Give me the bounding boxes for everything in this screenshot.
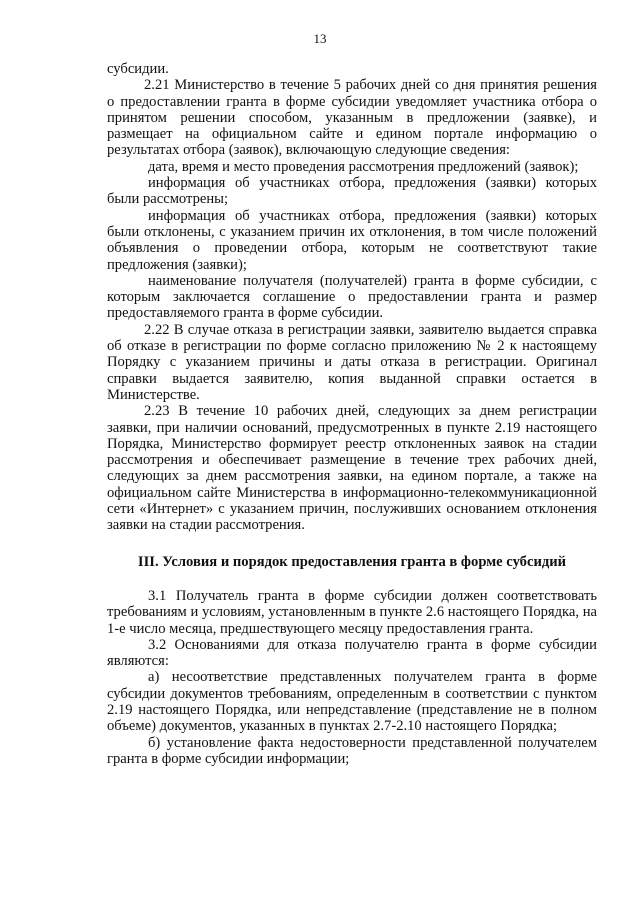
paragraph-2-22: 2.22 В случае отказа в регистрации заявки, заявителю выдается справка об отказе в регистрации по форме согласно приложению № 2 к настоящему Порядку с указанием причины и даты отказа в регистрации. Оригинал справки выдается заявителю, копия выданной справки остается в Министерстве. <box>107 321 597 403</box>
list-item-considered: информация об участниках отбора, предложения (заявки) которых были рассмотрены; <box>107 175 597 208</box>
list-item-rejected: информация об участниках отбора, предложения (заявки) которых были отклонены, с указанием причин их отклонения, в том числе положений объявления о проведении отбора, которым не соответствуют такие предложения (заявки); <box>107 207 597 273</box>
paragraph-3-2: 3.2 Основаниями для отказа получателю гранта в форме субсидии являются: <box>107 636 597 670</box>
paragraph-3-1: 3.1 Получатель гранта в форме субсидии должен соответствовать требованиям и условиям, установленным в пункте 2.6 настоящего Порядка, на 1-е число месяца, предшествующего месяцу предоставления гранта. <box>107 587 597 637</box>
section-heading: III. Условия и порядок предоставления гранта в форме субсидий <box>137 553 567 570</box>
list-item-date: дата, время и место проведения рассмотрения предложений (заявок); <box>148 158 579 175</box>
page-number: 13 <box>313 31 327 46</box>
paragraph-2-21: 2.21 Министерство в течение 5 рабочих дней со дня принятия решения о предоставлении гранта в форме субсидии уведомляет участника отбора о принятом решении способом, указанным в предложении (заявке), и размещает на официальном сайте и едином портале информацию о результатах отбора (заявок), включающую следующие сведения: <box>107 77 597 159</box>
paragraph-2-23: 2.23 В течение 10 рабочих дней, следующих за днем регистрации заявки, при наличии оснований, предусмотренных в пункте 2.19 настоящего Порядка, Министерство формирует реестр отклоненных заявок на стадии рассмотрения и обеспечивает размещение в течение трех рабочих дней, следующих за днем рассмотрения заявки, на едином портале, а также на официальном сайте Министерства в информационно-телекоммуникационной сети «Интернет» с указанием причин, послуживших основанием отклонения заявки на стадии рассмотрения. <box>107 403 597 534</box>
list-item-recipient: наименование получателя (получателей) гранта в форме субсидии, с которым заключается соглашение о предоставлении гранта и размер предоставляемого гранта в форме субсидии. <box>107 272 597 322</box>
paragraph-continuation: субсидии. <box>107 61 169 77</box>
document-body <box>107 61 597 767</box>
list-item-a: а) несоответствие представленных получателем гранта в форме субсидии документов требованиям, определенным в соответствии с пунктом 2.19 настоящего Порядка, или непредставление (представление не в полном объеме) документов, указанных в пунктах 2.7-2.10 настоящего Порядка; <box>107 669 597 735</box>
list-item-b: б) установление факта недостоверности представленной получателем гранта в форме субсидии информации; <box>107 734 597 767</box>
